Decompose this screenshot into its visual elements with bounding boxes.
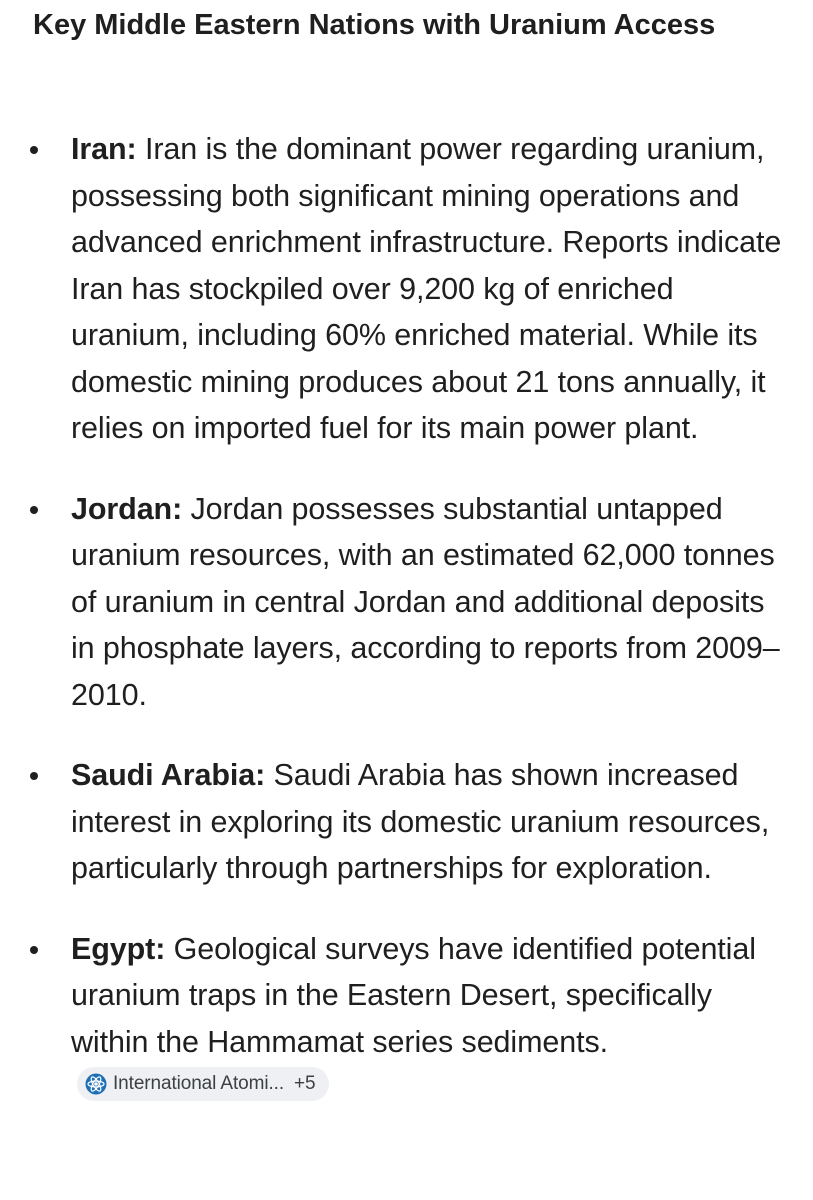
item-term: Egypt:: [71, 931, 166, 966]
item-text: Saudi Arabia has shown increased interest in exploring its domestic uranium resources, particularly through partnerships for exploration.: [71, 758, 770, 885]
list-item-iran: [0, 126, 791, 452]
source-chip-count: +5: [294, 1073, 316, 1094]
bullet-icon: [30, 946, 38, 954]
section-heading: Key Middle Eastern Nations with Uranium Access: [33, 9, 716, 41]
bullet-icon: [30, 506, 38, 514]
item-term: Saudi Arabia:: [71, 758, 266, 792]
list-item-saudi-arabia: [0, 752, 791, 892]
item-term: Jordan:: [71, 491, 183, 526]
bullet-icon: [30, 146, 38, 154]
list-item-jordan: [0, 486, 791, 719]
nation-list: [0, 126, 813, 1112]
item-text: Jordan possesses substantial untapped uranium resources, with an estimated 62,000 tonnes of uranium in central Jordan and additional deposits in phosphate layers, according to reports from 2009–2010.: [71, 491, 780, 712]
source-chip-label: International Atomi...: [113, 1073, 285, 1094]
item-text: Geological surveys have identified potential uranium traps in the Eastern Desert, specifically within the Hammamat series sediments.: [71, 931, 756, 1059]
list-item-egypt: [0, 926, 791, 1112]
source-chip[interactable]: [77, 1067, 329, 1101]
item-text: Iran is the dominant power regarding uranium, possessing both significant mining operations and advanced enrichment infrastructure. Reports indicate Iran has stockpiled over 9,200 kg of enriched uranium, including 60% enriched material. While its domestic mining produces about 21 tons annually, it relies on imported fuel for its main power plant.: [71, 132, 782, 445]
item-term: Iran:: [71, 132, 137, 166]
iaea-logo-icon: [85, 1073, 107, 1095]
bullet-icon: [30, 772, 38, 780]
